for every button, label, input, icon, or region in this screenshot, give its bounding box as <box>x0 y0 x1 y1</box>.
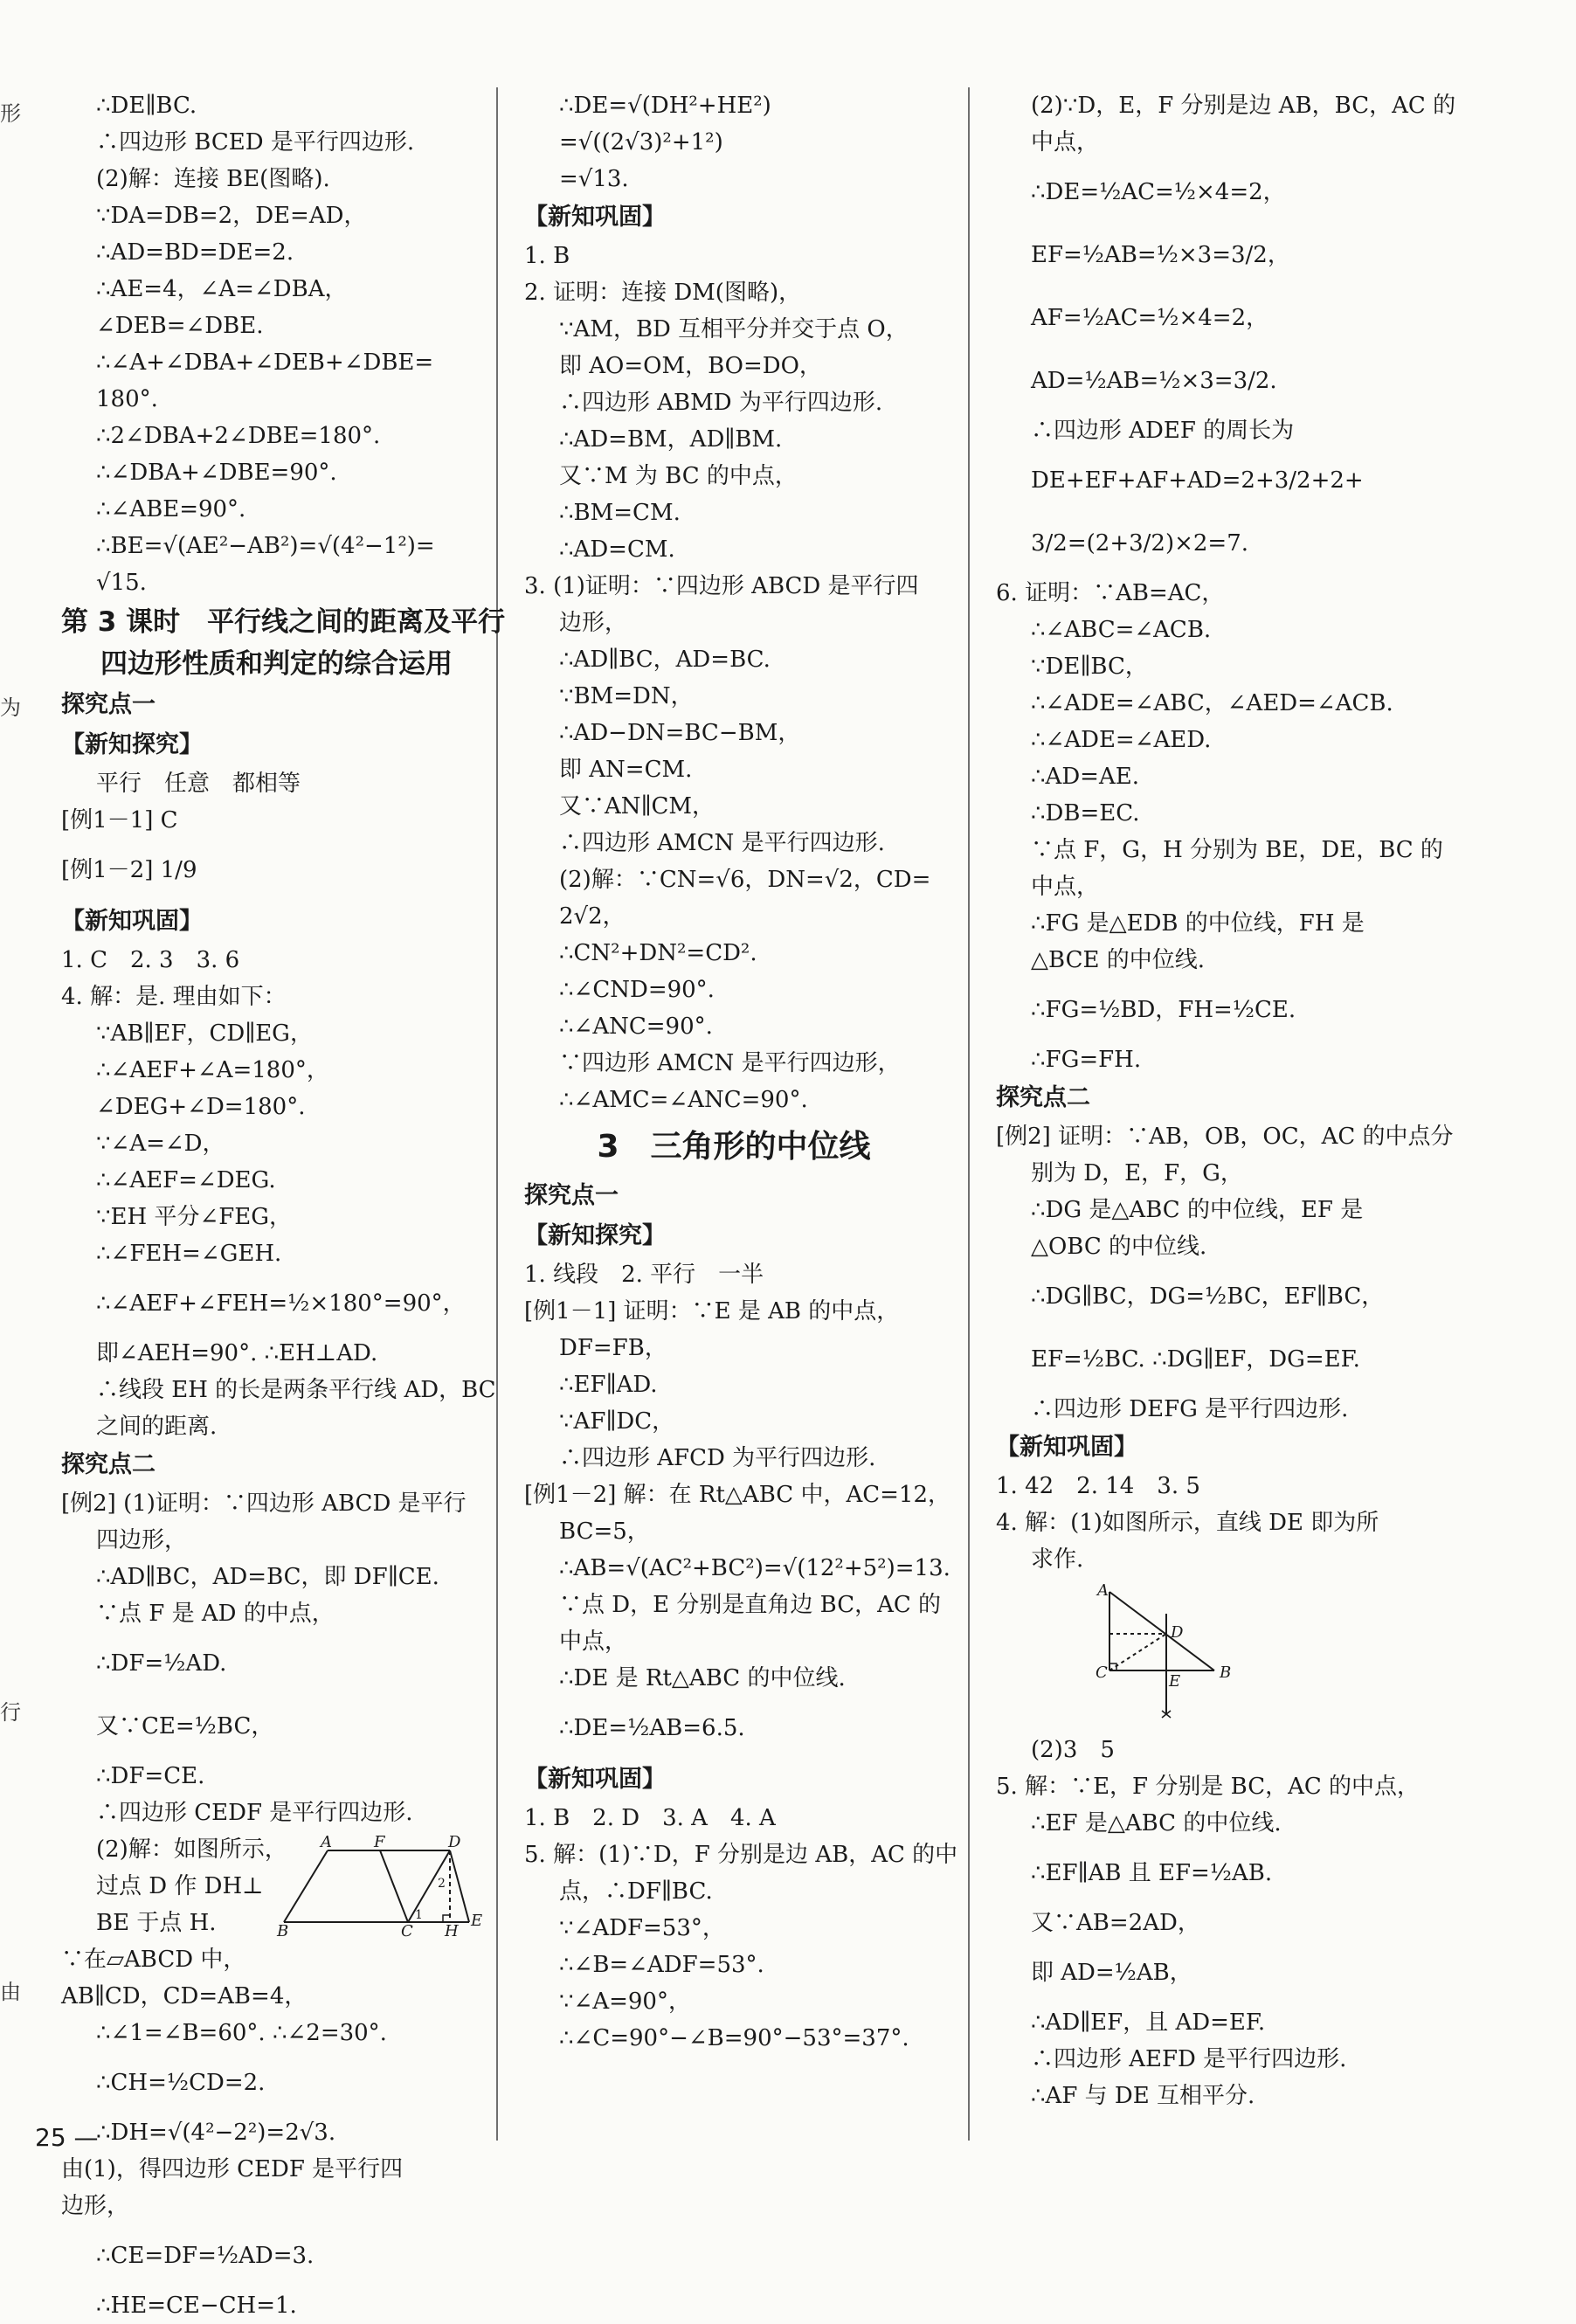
text-line: ∠DEB=∠DBE. <box>96 313 264 339</box>
text-line: ∵在▱ABCD 中， <box>61 1947 246 1973</box>
figure-label: B <box>277 1922 289 1940</box>
section-title: 3 三角形的中位线 <box>597 1129 871 1165</box>
text-line: √15. <box>96 570 147 596</box>
text-line: 之间的距离. <box>96 1414 218 1440</box>
section-heading: 探究点二 <box>996 1084 1090 1111</box>
text-line: ∴CE=DF=½AD=3. <box>96 2243 315 2269</box>
text-line: ∴2∠DBA+2∠DBE=180°. <box>96 423 381 449</box>
text-line: ∴∠CND=90°. <box>559 977 715 1003</box>
text-line: ∴四边形 ABMD 为平行四边形. <box>559 390 883 416</box>
figure-label: D <box>448 1833 461 1851</box>
text-line: (2)解：∵CN=√6，DN=√2，CD= <box>559 867 931 893</box>
section-heading: 【新知探究】 <box>61 731 203 758</box>
text-line: 中点， <box>1031 874 1100 900</box>
text-line: ∴EF 是△ABC 的中位线. <box>1031 1810 1282 1836</box>
text-line: ∵点 D，E 分别是直角边 BC，AC 的 <box>559 1592 942 1618</box>
text-line: [例1－1] 证明：∵E 是 AB 的中点， <box>524 1298 900 1325</box>
figure-label: E <box>1169 1672 1181 1691</box>
text-line: =√13. <box>559 166 629 192</box>
text-line: ∴AD=BM，AD∥BM. <box>559 426 783 453</box>
text-line: ∴∠AMC=∠ANC=90°. <box>559 1087 808 1113</box>
section-heading: 【新知巩固】 <box>524 1766 666 1793</box>
text-line: ∴∠AEF+∠A=180°， <box>96 1057 329 1083</box>
edge-glyph: 由 <box>0 1980 21 2004</box>
text-line: ∵AF∥DC， <box>559 1408 675 1435</box>
answer-column-2 <box>524 87 958 2057</box>
text-line: 即 AN=CM. <box>559 757 693 783</box>
text-line: ∴AF 与 DE 互相平分. <box>1031 2083 1255 2109</box>
text-line: ∴∠B=∠ADF=53°. <box>559 1952 764 1978</box>
text-line: 1. B 2. D 3. A 4. A <box>524 1805 776 1831</box>
text-line: ∵EH 平分∠FEG， <box>96 1204 293 1230</box>
text-line: 点，∴DF∥BC. <box>559 1878 713 1905</box>
text-line: △BCE 的中位线. <box>1031 947 1205 973</box>
text-line: ∴FG=FH. <box>1031 1047 1142 1073</box>
text-line: 2. 证明：连接 DM(图略)， <box>524 280 802 306</box>
text-line: ∴CH=½CD=2. <box>96 2070 266 2096</box>
figure-label: C <box>401 1922 413 1940</box>
text-line: ∵AB∥EF，CD∥EG， <box>96 1020 313 1047</box>
text-line: ∴∠AEF+∠FEH=½×180°=90°， <box>96 1290 466 1317</box>
text-line: 求作. <box>1031 1546 1084 1573</box>
text-line: ∴HE=CE−CH=1. <box>96 2293 297 2319</box>
text-line: 又∵CE=½BC， <box>96 1713 274 1740</box>
text-line: ∴AD−DN=BC−BM， <box>559 720 801 746</box>
text-line: 2√2， <box>559 903 626 930</box>
text-line: 中点， <box>1031 129 1100 156</box>
text-line: ∴EF∥AB 且 EF=½AB. <box>1031 1860 1273 1886</box>
page-number: 25 — <box>35 2123 99 2152</box>
text-line: 又∵AN∥CM， <box>559 793 715 820</box>
text-line: 又∵AB=2AD， <box>1031 1910 1200 1936</box>
text-line: ∴BM=CM. <box>559 500 681 526</box>
text-line: ∴BE=√(AE²−AB²)=√(4²−1²)= <box>96 533 435 559</box>
text-line: =√((2√3)²+1²) <box>559 129 723 156</box>
text-line: 四边形， <box>96 1527 188 1553</box>
text-line: ∴线段 EH 的长是两条平行线 AD，BC <box>96 1377 496 1403</box>
text-line: ∵点 F 是 AD 的中点， <box>96 1601 335 1627</box>
text-line: AF=½AC=½×4=2， <box>1031 305 1269 331</box>
text-line: ∴四边形 ADEF 的周长为 <box>1031 418 1295 444</box>
text-line: ∴∠ABE=90°. <box>96 496 246 522</box>
text-line: 1. 线段 2. 平行 一半 <box>524 1262 764 1288</box>
figure-block <box>61 1831 483 1941</box>
section-heading: 探究点一 <box>61 691 156 718</box>
text-line: [例1－2] 1/9 <box>61 857 197 883</box>
figure-label: A <box>321 1833 332 1851</box>
figure-label: F <box>374 1833 385 1851</box>
text-line: ∴AE=4，∠A=∠DBA， <box>96 276 348 302</box>
text-line: 4. 解：是. 理由如下： <box>61 984 287 1010</box>
text-line: ∵∠ADF=53°， <box>559 1915 725 1941</box>
parallelogram-figure <box>275 1833 483 1940</box>
text-line: ∴AD∥BC，AD=BC. <box>559 647 771 673</box>
text-line: ∴∠ANC=90°. <box>559 1013 713 1040</box>
text-line: ∴∠ABC=∠ACB. <box>1031 617 1212 643</box>
text-line: (2)3 5 <box>1031 1737 1115 1763</box>
text-line: [例1－1] C <box>61 807 178 833</box>
figure-label: C <box>1096 1663 1108 1682</box>
text-line: BE 于点 H. <box>96 1910 217 1936</box>
text-line: ∴DE=½AB=6.5. <box>559 1715 745 1741</box>
text-line: 平行 任意 都相等 <box>96 771 301 797</box>
answer-column-1 <box>61 87 506 2324</box>
text-line: 又∵M 为 BC 的中点， <box>559 463 798 489</box>
text-line: (2)解：如图所示， <box>96 1836 287 1863</box>
text-line: (2)解：连接 BE(图略). <box>96 166 330 192</box>
text-line: ∵∠A=∠D， <box>96 1131 225 1157</box>
edge-glyph: 为 <box>0 695 21 720</box>
text-line: 别为 D，E，F，G， <box>1031 1160 1243 1186</box>
text-line: ∴FG=½BD，FH=½CE. <box>1031 997 1296 1023</box>
text-line: AD=½AB=½×3=3/2. <box>1031 368 1277 394</box>
text-line: ∴∠DBA+∠DBE=90°. <box>96 460 337 486</box>
text-line: ∴DE=√(DH²+HE²) <box>559 93 771 119</box>
answer-column-3 <box>996 87 1456 2114</box>
text-line: 1. C 2. 3 3. 6 <box>61 947 240 973</box>
text-line: ∴AD=CM. <box>559 536 675 563</box>
text-line: 即 AD=½AB， <box>1031 1960 1192 1986</box>
text-line: ∴DF=½AD. <box>96 1650 227 1677</box>
figure-label: E <box>471 1912 483 1930</box>
text-line: ∵DE∥BC， <box>1031 654 1148 680</box>
text-line: [例2] 证明：∵AB，OB，OC，AC 的中点分 <box>996 1124 1454 1150</box>
figure-label: A <box>1097 1581 1109 1600</box>
text-line: ∴CN²+DN²=CD². <box>559 940 757 966</box>
section-heading: 【新知探究】 <box>524 1222 666 1249</box>
text-line: 过点 D 作 DH⊥ <box>96 1873 264 1899</box>
figure-label: D <box>1171 1623 1184 1642</box>
text-line: ∠DEG+∠D=180°. <box>96 1094 306 1120</box>
text-line: ∴DH=√(4²−2²)=2√3. <box>96 2120 336 2146</box>
text-line: 3/2=(2+3/2)×2=7. <box>1031 530 1249 557</box>
text-line: ∴DB=EC. <box>1031 800 1140 827</box>
figure-label: H <box>445 1922 459 1940</box>
text-line: ∵AM，BD 互相平分并交于点 O， <box>559 316 909 342</box>
text-line: ∴四边形 BCED 是平行四边形. <box>96 129 415 156</box>
text-line: ∴四边形 AEFD 是平行四边形. <box>1031 2046 1347 2072</box>
text-line: 5. 解：(1)∵D，F 分别是边 AB，AC 的中 <box>524 1842 958 1868</box>
figure-label: 2 <box>438 1877 446 1891</box>
text-line: ∴AD=AE. <box>1031 764 1139 790</box>
text-line: ∵点 F，G，H 分别为 BE，DE，BC 的 <box>1031 837 1443 863</box>
text-line: 6. 证明：∵AB=AC， <box>996 580 1225 606</box>
text-line: ∴∠C=90°−∠B=90°−53°=37°. <box>559 2025 909 2051</box>
text-line: 即∠AEH=90°. ∴EH⊥AD. <box>96 1340 378 1366</box>
text-line: ∴DG∥BC，DG=½BC，EF∥BC， <box>1031 1283 1385 1310</box>
figure-label: 1 <box>415 1908 423 1922</box>
text-line: EF=½AB=½×3=3/2， <box>1031 242 1290 268</box>
text-line: 180°. <box>96 386 158 412</box>
text-line: DF=FB， <box>559 1335 667 1361</box>
column-divider-2 <box>968 87 970 2141</box>
text-line: 1. 42 2. 14 3. 5 <box>996 1473 1200 1499</box>
section-heading: 【新知巩固】 <box>61 908 203 935</box>
text-line: [例2] (1)证明：∵四边形 ABCD 是平行 <box>61 1491 467 1517</box>
text-line: DE+EF+AF+AD=2+3/2+2+ <box>1031 467 1364 494</box>
text-line: ∵四边形 AMCN 是平行四边形， <box>559 1050 901 1076</box>
lesson-title: 第 3 课时 平行线之间的距离及平行 <box>61 606 506 638</box>
text-line: 边形， <box>61 2193 130 2219</box>
lesson-title: 四边形性质和判定的综合运用 <box>100 648 453 680</box>
column-divider-1 <box>496 87 498 2141</box>
text-line: ∴四边形 DEFG 是平行四边形. <box>1031 1396 1349 1422</box>
text-line: ∴DE=½AC=½×4=2， <box>1031 179 1286 205</box>
text-line: ∴∠FEH=∠GEH. <box>96 1241 282 1267</box>
section-heading: 【新知巩固】 <box>996 1434 1137 1461</box>
text-line: ∴FG 是△EDB 的中位线，FH 是 <box>1031 910 1365 937</box>
section-heading: 探究点二 <box>61 1451 156 1478</box>
text-line: 4. 解：(1)如图所示，直线 DE 即为所 <box>996 1510 1379 1536</box>
text-line: ∴AD∥EF，且 AD=EF. <box>1031 2009 1266 2036</box>
text-line: ∴AD∥BC，AD=BC，即 DF∥CE. <box>96 1564 439 1590</box>
text-line: [例1－2] 解：在 Rt△ABC 中，AC=12， <box>524 1482 950 1508</box>
text-line: (2)∵D，E，F 分别是边 AB，BC，AC 的 <box>1031 93 1456 119</box>
text-line: 3. (1)证明：∵四边形 ABCD 是平行四 <box>524 573 919 599</box>
edge-glyph: 行 <box>0 1700 21 1725</box>
text-line: 边形， <box>559 610 628 636</box>
text-line: ∴DF=CE. <box>96 1763 205 1789</box>
text-line: ∴AD=BD=DE=2. <box>96 239 294 266</box>
text-line: △OBC 的中位线. <box>1031 1234 1207 1260</box>
text-line: ∴∠AEF=∠DEG. <box>96 1167 276 1193</box>
text-line: 由(1)，得四边形 CEDF 是平行四 <box>61 2156 404 2182</box>
text-line: ∴∠A+∠DBA+∠DEB+∠DBE= <box>96 349 434 376</box>
text-line: ∴∠1=∠B=60°. ∴∠2=30°. <box>96 2020 387 2046</box>
text-line: ∵∠A=90°， <box>559 1989 691 2015</box>
text-line: BC=5， <box>559 1518 650 1545</box>
text-line: 5. 解：∵E，F 分别是 BC，AC 的中点， <box>996 1774 1420 1800</box>
text-line: ∴∠ADE=∠ABC，∠AED=∠ACB. <box>1031 690 1393 716</box>
text-line: ∴四边形 AMCN 是平行四边形. <box>559 830 885 856</box>
edge-glyph: 形 <box>0 101 21 126</box>
text-line: ∴∠ADE=∠AED. <box>1031 727 1212 753</box>
text-line: 即 AO=OM，BO=DO， <box>559 353 822 379</box>
text-line: 1. B <box>524 243 570 269</box>
text-line: ∴DE∥BC. <box>96 93 197 119</box>
text-line: ∴EF∥AD. <box>559 1372 658 1398</box>
text-line: ∴DE 是 Rt△ABC 的中位线. <box>559 1665 846 1691</box>
figure-label: B <box>1220 1663 1232 1682</box>
text-line: AB∥CD，CD=AB=4， <box>61 1983 308 2009</box>
text-line: ∴DG 是△ABC 的中位线，EF 是 <box>1031 1197 1364 1223</box>
text-line: EF=½BC. ∴DG∥EF，DG=EF. <box>1031 1346 1360 1373</box>
text-line: ∴四边形 AFCD 为平行四边形. <box>559 1445 876 1471</box>
text-line: ∵BM=DN， <box>559 683 694 709</box>
section-heading: 探究点一 <box>524 1182 619 1209</box>
text-line: ∴四边形 CEDF 是平行四边形. <box>96 1800 413 1826</box>
text-line: ∵DA=DB=2，DE=AD， <box>96 203 367 229</box>
right-triangle-figure <box>1092 1583 1267 1723</box>
text-line: 中点， <box>559 1629 628 1655</box>
text-line: ∴AB=√(AC²+BC²)=√(12²+5²)=13. <box>559 1555 950 1581</box>
section-heading: 【新知巩固】 <box>524 204 666 231</box>
